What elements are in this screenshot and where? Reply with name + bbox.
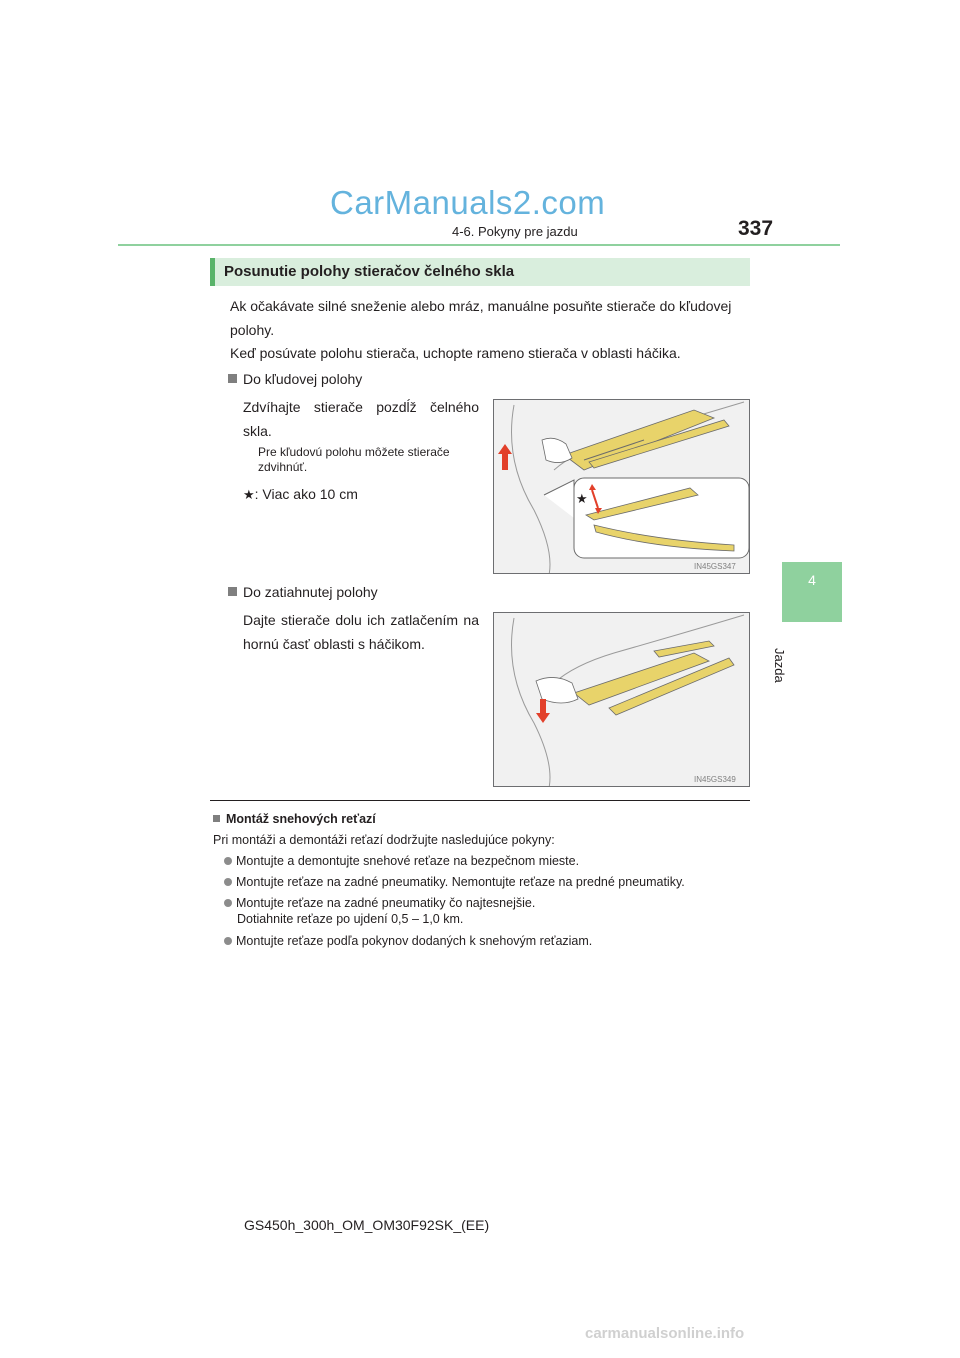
list-item: [224, 895, 535, 912]
figure-wiper-retract: [493, 612, 750, 787]
bullet-dot-icon: [224, 937, 232, 945]
list-item-text: Montujte reťaze podľa pokynov dodaných k snehovým reťaziam.: [236, 934, 593, 948]
list-item: [224, 874, 685, 891]
watermark-footer: carmanualsonline.info: [585, 1325, 745, 1342]
intro-paragraph-2: Keď posúvate polohu stierača, uchopte rameno stierača v oblasti háčika.: [230, 345, 681, 361]
chapter-tab: [782, 562, 842, 622]
figure-code: IN45GS347: [694, 562, 736, 571]
subsection-rest-heading-text: Do kľudovej polohy: [243, 371, 363, 387]
document-code: GS450h_300h_OM_OM30F92SK_(EE): [244, 1217, 490, 1233]
list-item-text: Montujte a demontujte snehové reťaze na bezpečnom mieste.: [236, 854, 580, 868]
bullet-dot-icon: [224, 899, 232, 907]
wiper-raised-illustration: [494, 400, 750, 574]
square-bullet-icon: [228, 374, 237, 383]
star-icon: ★: [243, 487, 255, 502]
subsection-rest-heading: [228, 367, 362, 391]
info-heading: [213, 811, 376, 828]
star-legend-text: : Viac ako 10 cm: [254, 486, 358, 502]
square-bullet-icon: [213, 815, 220, 822]
page-number: 337: [738, 217, 774, 240]
bullet-dot-icon: [224, 857, 232, 865]
figure-code: IN45GS349: [694, 775, 736, 784]
info-heading-text: Montáž snehových reťazí: [226, 812, 376, 826]
bullet-dot-icon: [224, 878, 232, 886]
square-bullet-icon: [228, 587, 237, 596]
list-item-text: Montujte reťaze na zadné pneumatiky. Nemontujte reťaze na predné pneumatiky.: [236, 875, 685, 889]
chapter-label: Jazda: [772, 648, 787, 683]
subsection-retract-heading: [228, 580, 378, 604]
intro-paragraph-1: Ak očakávate silné sneženie alebo mráz, manuálne posuňte stierače do kľudovej polohy.: [230, 298, 732, 338]
header-divider: [118, 244, 840, 246]
section-divider: [210, 800, 750, 801]
retract-instruction: Dajte stierače dolu ich zatlačením na hornú časť oblasti s háčikom.: [243, 612, 479, 652]
section-breadcrumb: 4-6. Pokyny pre jazdu: [452, 224, 578, 239]
rest-note: Pre kľudovú polohu môžete stierače zdvihnúť.: [258, 445, 450, 474]
list-item-continuation: Dotiahnite reťaze po ujdení 0,5 – 1,0 km.: [237, 912, 464, 926]
figure-wiper-raised: [493, 399, 750, 574]
section-title: Posunutie polohy stieračov čelného skla: [224, 263, 515, 280]
list-item-text: Montujte reťaze na zadné pneumatiky čo najtesnejšie.: [236, 896, 536, 910]
watermark-logo: CarManuals2.com: [330, 184, 606, 221]
rest-instruction: Zdvíhajte stierače pozdĺž čelného skla.: [243, 399, 479, 439]
info-intro: Pri montáži a demontáži reťazí dodržujte nasledujúce pokyny:: [213, 833, 555, 847]
list-item: [224, 933, 592, 950]
subsection-retract-heading-text: Do zatiahnutej polohy: [243, 584, 378, 600]
list-item: [224, 853, 579, 870]
svg-text:★: ★: [576, 491, 588, 506]
star-legend: [243, 482, 358, 507]
wiper-retract-illustration: [494, 613, 750, 787]
chapter-number: 4: [808, 572, 816, 588]
